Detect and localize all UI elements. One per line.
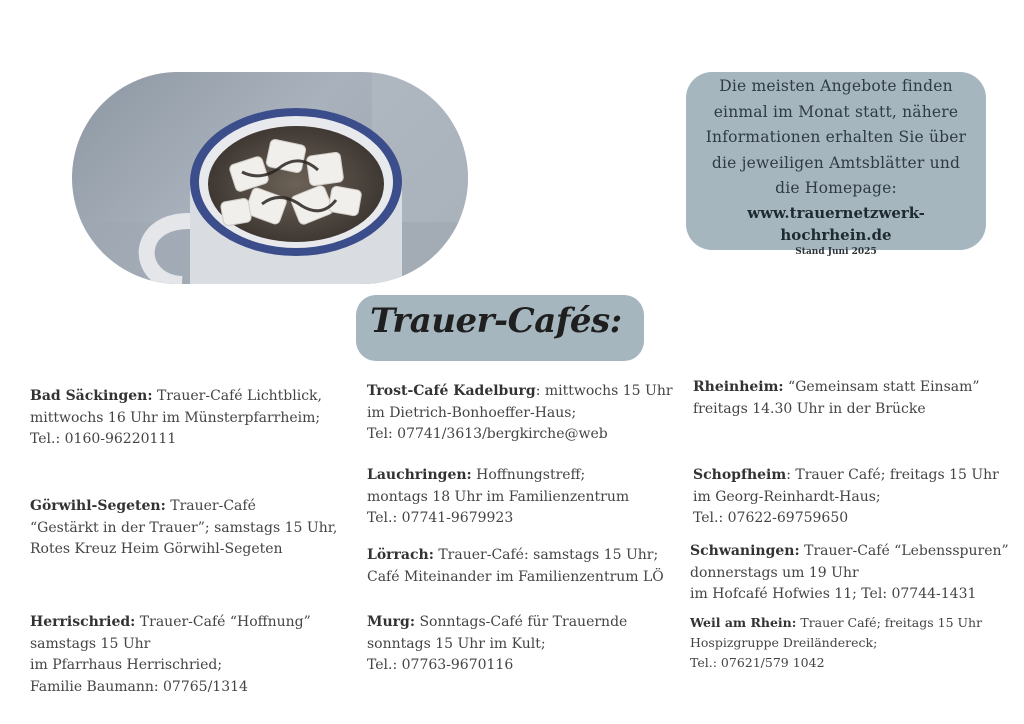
entry-text: Sonntags-Café für Trauernde: [415, 614, 628, 630]
entry-name: Schwaningen:: [690, 543, 800, 559]
info-line: einmal im Monat statt, nähere: [713, 102, 959, 121]
entry-line: Tel.: 07621/579 1042: [690, 655, 825, 670]
entry-goerwihl-segeten: [30, 496, 337, 561]
entry-name: Trost-Café Kadelburg: [367, 383, 536, 399]
entry-line: Tel.: 07763-9670116: [367, 657, 514, 673]
entry-loerrach: [367, 545, 664, 588]
status-date: Stand Juni 2025: [795, 246, 877, 257]
entry-line: Rotes Kreuz Heim Görwihl-Segeten: [30, 541, 283, 557]
entry-murg: [367, 612, 627, 677]
entry-line: Tel.: 07622-69759650: [693, 510, 849, 526]
mug-illustration: [72, 72, 468, 284]
cocoa-mug-photo: [72, 72, 468, 284]
entry-herrischried: [30, 612, 311, 698]
entry-line: im Dietrich-Bonhoeffer-Haus;: [367, 404, 577, 421]
info-line: die Homepage:: [775, 179, 897, 198]
entry-text: : Trauer Café; freitags 15 Uhr: [786, 467, 999, 483]
entry-name: Bad Säckingen:: [30, 388, 153, 404]
entry-bad-saeckingen: [30, 386, 322, 451]
entry-schwaningen: [690, 541, 1009, 606]
entry-weil-am-rhein: [690, 613, 982, 673]
entry-name: Herrischried:: [30, 614, 136, 630]
entry-line: sonntags 15 Uhr im Kult;: [367, 635, 546, 652]
entry-text: Trauer-Café: samstags 15 Uhr;: [433, 547, 659, 563]
entry-line: Café Miteinander im Familienzentrum LÖ: [367, 568, 664, 585]
homepage-link[interactable]: www.trauernetzwerk-hochrhein.de: [747, 203, 925, 244]
entry-name: Lauchringen:: [367, 467, 472, 483]
entry-line: samstags 15 Uhr: [30, 635, 151, 652]
entry-line: im Pfarrhaus Herrischried;: [30, 657, 223, 673]
entry-text: Trauer Café; freitags 15 Uhr: [796, 615, 983, 630]
entry-text: Trauer-Café “Lebensspuren”: [799, 543, 1009, 559]
info-line: Die meisten Angebote finden: [719, 77, 953, 95]
entry-line: im Hofcafé Hofwies 11; Tel: 07744-1431: [690, 586, 977, 602]
info-line: Informationen erhalten Sie über: [705, 128, 967, 147]
entry-line: im Georg-Reinhardt-Haus;: [693, 488, 881, 505]
title-banner: [356, 295, 644, 361]
entry-name: Schopfheim: [693, 467, 787, 483]
entry-name: Murg:: [367, 614, 416, 630]
entry-rheinheim: [693, 377, 980, 420]
entry-line: “Gestärkt in der Trauer”; samstags 15 Uhr,: [30, 519, 338, 536]
entry-name: Weil am Rhein:: [690, 615, 797, 630]
entry-name: Lörrach:: [367, 547, 434, 563]
entry-text: Trauer-Café: [165, 498, 256, 514]
info-box: [686, 72, 986, 257]
page-title: Trauer-Cafés:: [370, 301, 622, 341]
entry-schopfheim: [693, 465, 999, 530]
entry-line: montags 18 Uhr im Familienzentrum: [367, 488, 630, 505]
entry-line: donnerstags um 19 Uhr: [690, 564, 859, 581]
entry-text: Trauer-Café Lichtblick,: [152, 388, 322, 404]
entry-name: Görwihl-Segeten:: [30, 498, 166, 514]
entry-text: Hoffnungstreff;: [471, 467, 586, 483]
entry-line: mittwochs 16 Uhr im Münsterpfarrheim;: [30, 409, 321, 426]
entry-lauchringen: [367, 465, 629, 530]
entry-name: Rheinheim:: [693, 379, 784, 395]
entry-kadelburg: [367, 381, 673, 446]
entry-line: Familie Baumann: 07765/1314: [30, 678, 248, 695]
entry-line: Hospizgruppe Dreiländereck;: [690, 635, 878, 650]
entry-line: Tel: 07741/3613/bergkirche@web: [367, 426, 608, 442]
entry-line: freitags 14.30 Uhr in der Brücke: [693, 400, 926, 417]
entry-text: Trauer-Café “Hoffnung”: [135, 614, 311, 630]
entry-line: Tel.: 07741-9679923: [367, 510, 514, 526]
info-line: die jeweiligen Amtsblätter und: [711, 153, 961, 172]
entry-line: Tel.: 0160-96220111: [30, 431, 177, 447]
entry-text: “Gemeinsam statt Einsam”: [783, 379, 980, 395]
entry-text: : mittwochs 15 Uhr: [535, 383, 673, 399]
